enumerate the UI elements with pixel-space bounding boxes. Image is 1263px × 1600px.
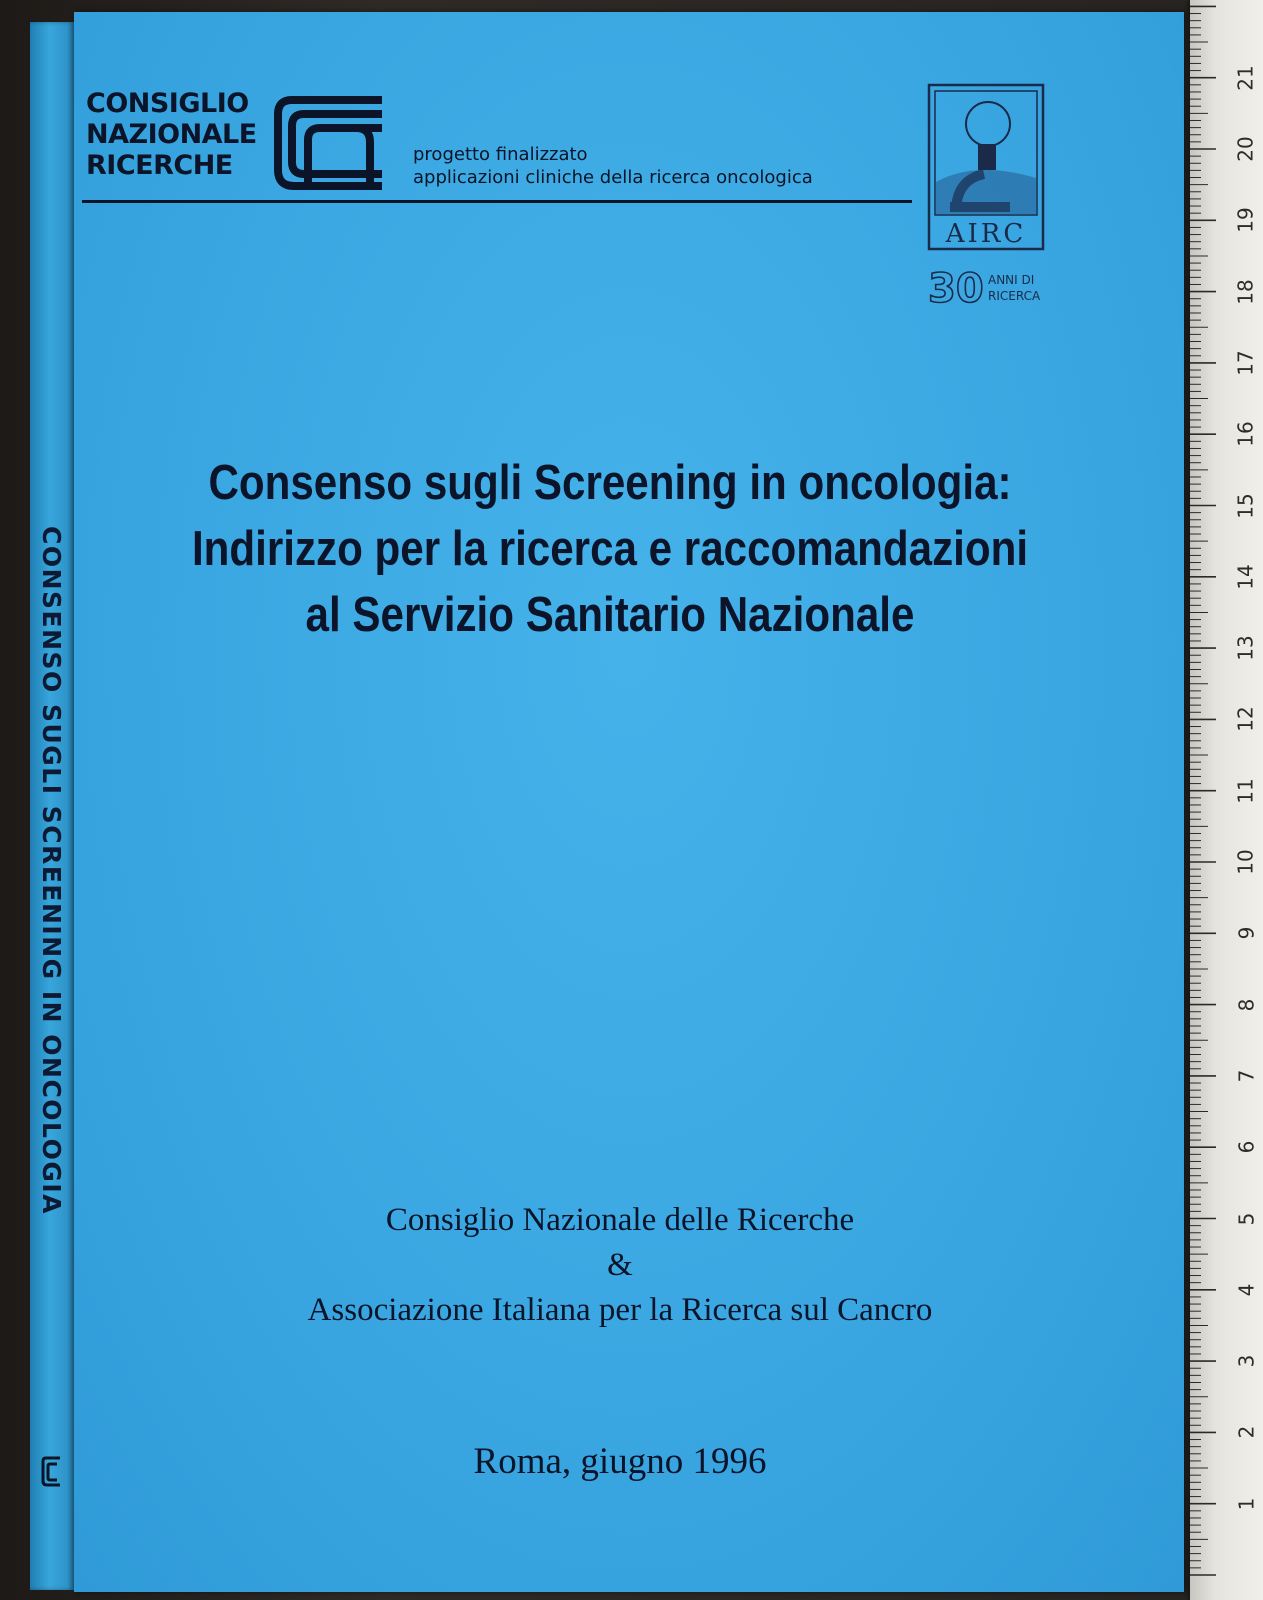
ruler-number-label: 10: [1233, 849, 1258, 875]
title-line-1: Consenso sugli Screening in oncologia:: [208, 456, 1012, 510]
cnr-name-line-2: NAZIONALE: [86, 119, 257, 150]
publisher-ampersand: &: [607, 1247, 633, 1283]
anniversary-number: 30: [928, 266, 984, 312]
spine-title-container: [32, 455, 72, 1285]
ruler-number: [1226, 491, 1263, 521]
ruler-number-label: 12: [1233, 706, 1258, 733]
header-divider: [82, 200, 912, 203]
ruler-number-label: 2: [1233, 1426, 1258, 1439]
ruler-number-label: 18: [1233, 278, 1258, 305]
airc-logo-text: AIRC: [945, 219, 1027, 249]
ruler-number-label: 14: [1233, 564, 1258, 590]
ruler-number: [1226, 847, 1263, 877]
spine-cnr-logo-icon: [40, 1455, 64, 1489]
ruler-number: [1226, 1489, 1263, 1519]
project-line-1: progetto finalizzato: [413, 144, 588, 165]
ruler-number: [1226, 1417, 1263, 1447]
ruler-number-label: 20: [1233, 136, 1258, 162]
ruler-number: [1226, 1132, 1263, 1162]
spine-title: CONSENSO SUGLI SCREENING IN ONCOLOGIA: [37, 525, 67, 1215]
ruler-number: [1226, 419, 1263, 449]
title-line-2: Indirizzo per la ricerca e raccomandazioni: [191, 522, 1029, 576]
book-title: [154, 450, 1066, 648]
ruler-number: [1226, 205, 1263, 235]
cnr-name-line-3: RICERCHE: [86, 150, 233, 181]
anniversary-line-2: RICERCA: [988, 289, 1041, 303]
ruler-number-label: 11: [1233, 777, 1258, 804]
ruler-number: [1226, 63, 1263, 93]
ruler-number: [1226, 134, 1263, 164]
ruler-number-label: 5: [1233, 1212, 1258, 1225]
ruler-number: [1226, 1346, 1263, 1376]
project-description: [413, 143, 873, 189]
ruler-number: [1226, 562, 1263, 592]
title-line-3: al Servizio Sanitario Nazionale: [305, 588, 915, 642]
ruler-number-label: 17: [1233, 350, 1258, 376]
ruler-number: [1226, 776, 1263, 806]
cnr-logo-icon: [270, 90, 390, 200]
ruler-number: [1226, 1204, 1263, 1234]
ruler-number-label: 8: [1233, 998, 1258, 1011]
ruler-number: [1226, 633, 1263, 663]
ruler-number: [1226, 1061, 1263, 1091]
ruler-number: [1226, 348, 1263, 378]
ruler-number-label: 13: [1233, 635, 1258, 661]
ruler-number-label: 4: [1233, 1283, 1258, 1297]
ruler-number: [1226, 277, 1263, 307]
ruler-number-label: 9: [1233, 926, 1258, 940]
airc-microscope-logo-icon: [926, 82, 1046, 267]
ruler-number: [1226, 990, 1263, 1020]
cnr-institution-name: [86, 88, 276, 181]
ruler-number: [1226, 1275, 1263, 1305]
airc-anniversary-badge: [928, 262, 1058, 312]
ruler-number-label: 3: [1233, 1354, 1258, 1368]
ruler-number: [1226, 704, 1263, 734]
ruler-number-label: 6: [1233, 1140, 1258, 1154]
ruler-number-label: 7: [1233, 1069, 1258, 1083]
ruler-number-label: 15: [1233, 492, 1258, 519]
ruler-number-label: 19: [1233, 207, 1258, 234]
cnr-name-line-1: CONSIGLIO: [86, 88, 249, 119]
ruler-number-label: 21: [1233, 64, 1258, 91]
ruler-number-label: 16: [1233, 421, 1258, 447]
publisher-line-2: Associazione Italiana per la Ricerca sul Cancro: [307, 1292, 933, 1328]
anniversary-line-1: ANNI DI: [988, 273, 1035, 287]
project-line-2: applicazioni cliniche della ricerca oncologica: [413, 167, 813, 188]
publishers-block: [140, 1198, 1100, 1333]
ruler-number-label: 1: [1233, 1497, 1258, 1511]
publisher-line-1: Consiglio Nazionale delle Ricerche: [385, 1202, 855, 1238]
place-and-date: Roma, giugno 1996: [473, 1441, 767, 1482]
ruler-number: [1226, 918, 1263, 948]
